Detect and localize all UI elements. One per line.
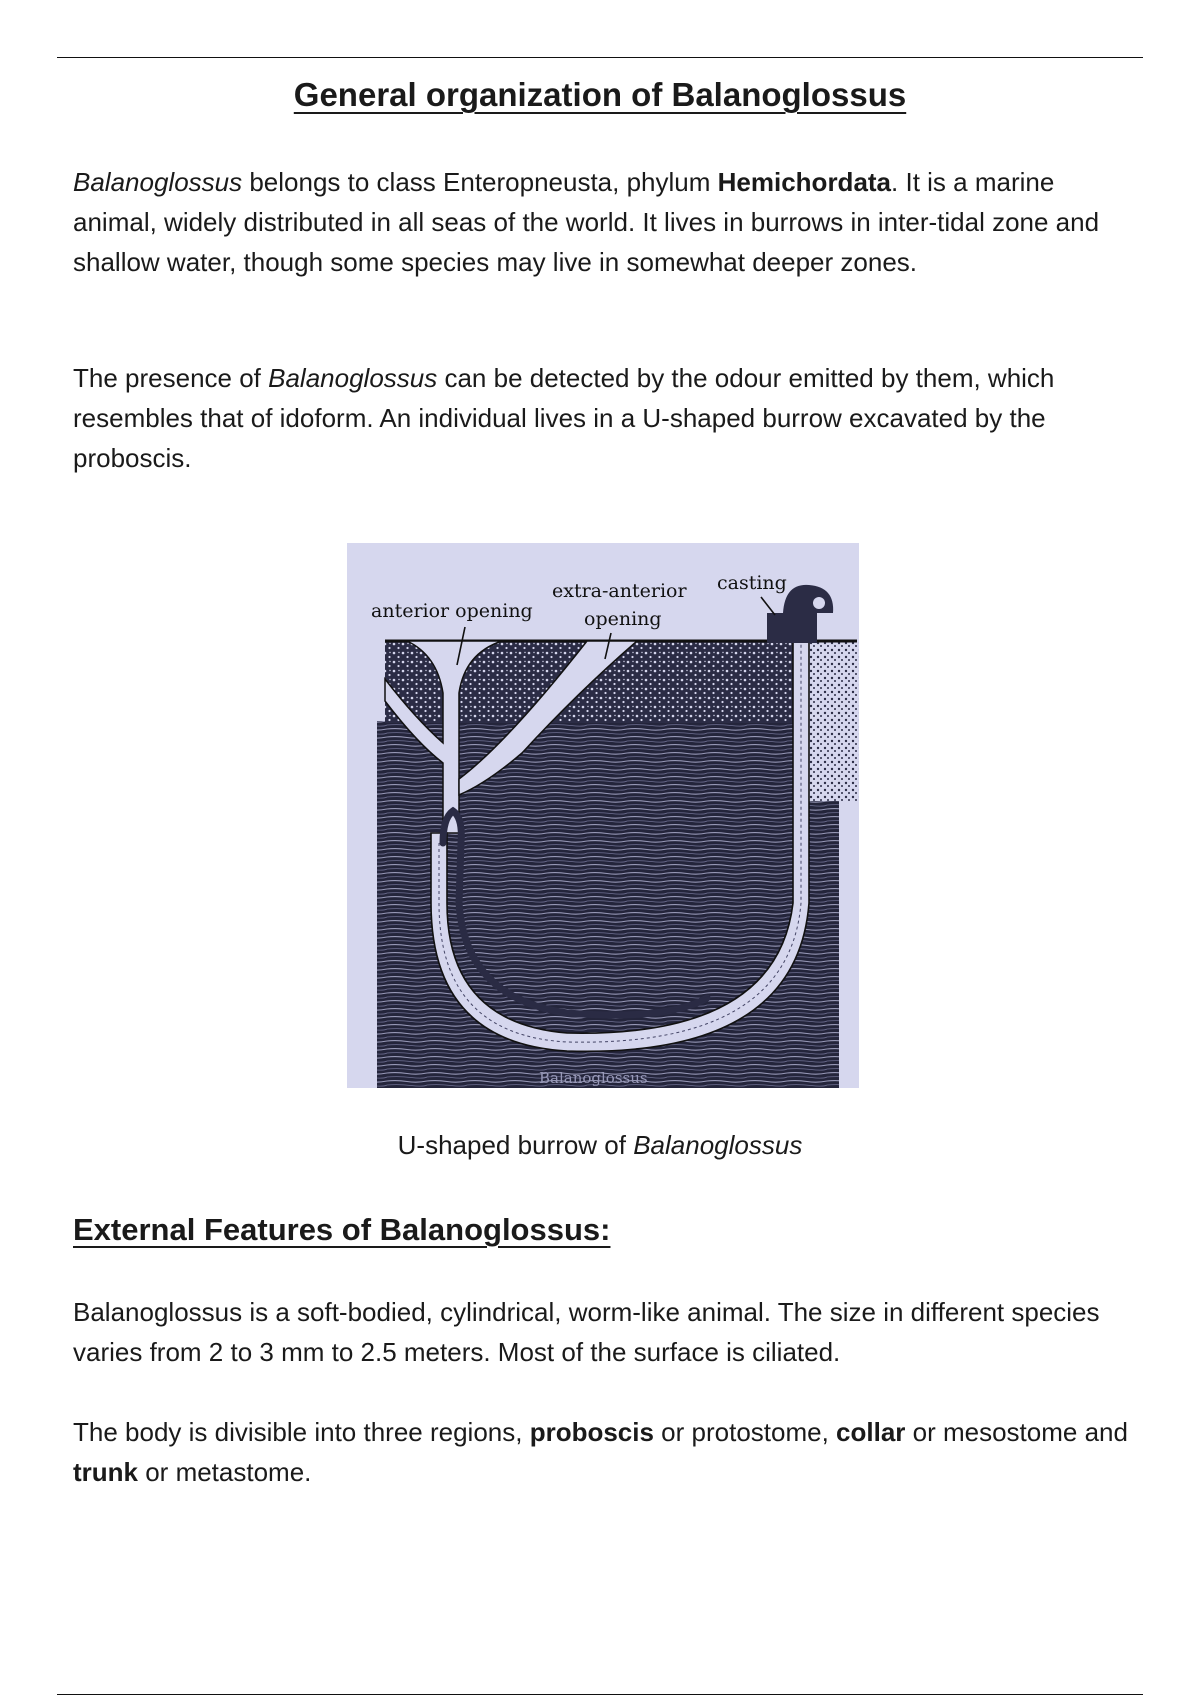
intro-text-a: belongs to class Enteropneusta, phylum (242, 167, 718, 197)
presence-paragraph (73, 358, 1133, 478)
regions-text-a: The body is divisible into three regions, (73, 1417, 530, 1447)
region-proboscis: proboscis (529, 1417, 654, 1447)
caption-text: U-shaped burrow of (397, 1130, 634, 1160)
region-collar: collar (836, 1417, 906, 1447)
region-trunk: trunk (73, 1457, 138, 1487)
burrow-illustration (347, 543, 859, 1088)
label-extra-anterior-2: opening (584, 608, 662, 630)
presence-text-a: The presence of (73, 363, 269, 393)
body-regions-paragraph (73, 1412, 1133, 1492)
intro-text-b: . It is a marine animal, widely distributed in all seas of the world. It lives in burrows in inter-tidal zone and shallow water, though some species may live in somewhat deeper zones. (73, 167, 1100, 277)
casting-coil (813, 597, 825, 609)
casting-mound (783, 585, 833, 613)
burrow-figure (347, 543, 859, 1088)
label-balanoglossus-bottom: Balanoglossus (539, 1069, 648, 1087)
presence-genus-name: Balanoglossus (268, 363, 438, 393)
intro-paragraph (73, 162, 1133, 282)
page-title: General organization of Balanoglossus (293, 76, 907, 113)
figure-caption (0, 1130, 1200, 1161)
caption-genus-name: Balanoglossus (633, 1130, 803, 1160)
intro-genus-name: Balanoglossus (73, 167, 243, 197)
presence-text-b: can be detected by the odour emitted by them, which resembles that of idoform. An individual lives in a U-shaped burrow excavated by the proboscis. (73, 363, 1055, 473)
right-sand-edge (809, 641, 859, 801)
label-casting: casting (717, 572, 787, 594)
top-rule (57, 57, 1143, 58)
intro-phylum-name: Hemichordata (717, 167, 892, 197)
regions-text-d: or metastome. (138, 1457, 312, 1487)
leader-casting (761, 597, 775, 615)
label-extra-anterior-1: extra-anterior (552, 580, 687, 602)
casting-base (767, 613, 817, 643)
external-features-paragraph: Balanoglossus is a soft-bodied, cylindrical, worm-like animal. The size in different species varies from 2 to 3 mm to 2.5 meters. Most of the surface is ciliated. (73, 1297, 1100, 1367)
bottom-rule (57, 1694, 1143, 1695)
section-heading-external-features: External Features of Balanoglossus: (73, 1212, 611, 1247)
regions-text-c: or mesostome and (905, 1417, 1128, 1447)
label-anterior-opening: anterior opening (371, 600, 533, 622)
regions-text-b: or protostome, (653, 1417, 837, 1447)
